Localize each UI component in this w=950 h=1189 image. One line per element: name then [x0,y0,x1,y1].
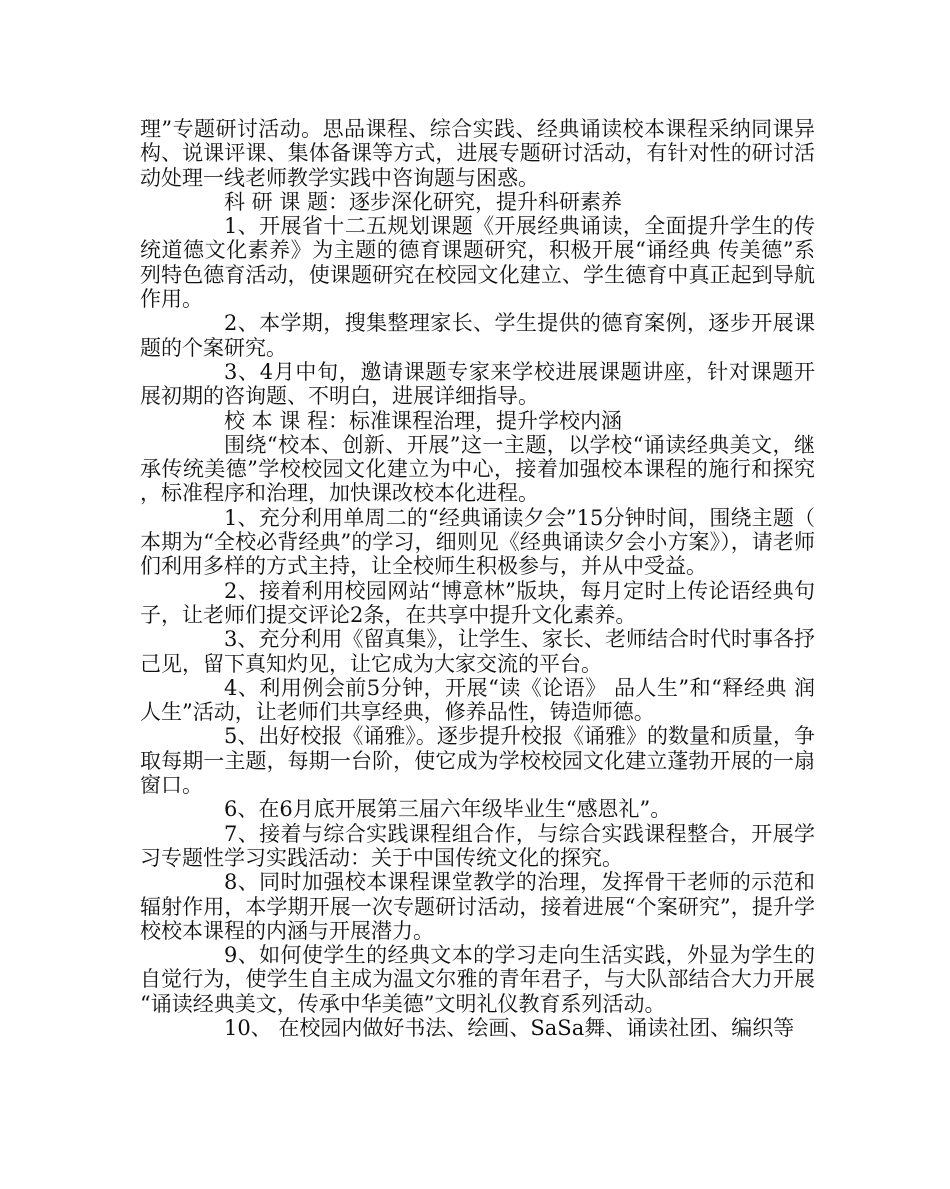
paragraph-curriculum-intro: 围绕“校本、创新、开展”这一主题，以学校“诵读经典美文，继承传统美德”学校校园文化建立为中心，接着加强校本课程的施行和探究，标准程序和治理，加快课改校本化进程。 [140,432,815,506]
paragraph-curriculum-2: 2、接着利用校园网站“博意林”版块，每月定时上传论语经典句子，让老师们提交评论2条，在共享中提升文化素养。 [140,578,815,627]
paragraph-curriculum-7: 7、接着与综合实践课程组合作，与综合实践课程整合，开展学习专题性学习实践活动：关于中国传统文化的探究。 [140,821,815,870]
paragraph-research-2: 2、本学期，搜集整理家长、学生提供的德育案例，逐步开展课题的个案研究。 [140,311,815,360]
section-heading-curriculum: 校 本 课 程：标准课程治理，提升学校内涵 [224,408,623,433]
paragraph-curriculum-10: 10、 在校园内做好书法、绘画、SaSa舞、诵读社团、编织等 [224,1015,795,1040]
document-body [140,117,815,1040]
paragraph-curriculum-3: 3、充分利用《留真集》，让学生、家长、老师结合时代时事各抒己见，留下真知灼见，让它成为大家交流的平台。 [140,627,815,676]
paragraph-research-1: 1、开展省十二五规划课题《开展经典诵读，全面提升学生的传统道德文化素养》为主题的德育课题研究，积极开展“诵经典 传美德”系列特色德育活动，使课题研究在校园文化建立、学生德育中真正起到导航作用。 [140,214,815,312]
paragraph-research-3: 3、4月中旬，邀请课题专家来学校进展课题讲座，针对课题开展初期的咨询题、不明白，进展详细指导。 [140,359,815,409]
paragraph-curriculum-1: 1、充分利用单周二的“经典诵读夕会”15分钟时间，围绕主题（本期为“全校必背经典”的学习，细则见《经典诵读夕会小方案》），请老师们利用多样的方式主持，让全校师生积极参与，并从中受益。 [140,505,815,579]
paragraph-curriculum-8: 8、同时加强校本课程课堂教学的治理，发挥骨干老师的示范和辐射作用，本学期开展一次专题研讨活动，接着进展“个案研究”，提升学校校本课程的内涵与开展潜力。 [140,870,815,943]
paragraph-curriculum-4: 4、利用例会前5分钟，开展“读《论语》 品人生”和“释经典 润人生”活动，让老师们共享经典，修养品性，铸造师德。 [140,675,815,725]
paragraph-curriculum-6: 6、在6月底开展第三届六年级毕业生“感恩礼”。 [224,797,672,822]
paragraph-continuation: 理”专题研讨活动。思品课程、综合实践、经典诵读校本课程采纳同课异构、说课评课、集体备课等方式，进展专题研讨活动，有针对性的研讨活动处理一线老师教学实践中咨询题与困惑。 [140,117,815,190]
section-heading-research: 科 研 课 题：逐步深化研究，提升科研素养 [224,189,623,214]
paragraph-curriculum-9: 9、如何使学生的经典文本的学习走向生活实践，外显为学生的自觉行为，使学生自主成为温文尔雅的青年君子，与大队部结合大力开展“诵读经典美文，传承中华美德”文明礼仪教育系列活动。 [140,943,815,1016]
paragraph-curriculum-5: 5、出好校报《诵雅》。逐步提升校报《诵雅》的数量和质量，争取每期一主题，每期一台阶，使它成为学校校园文化建立蓬勃开展的一扇窗口。 [140,724,815,798]
